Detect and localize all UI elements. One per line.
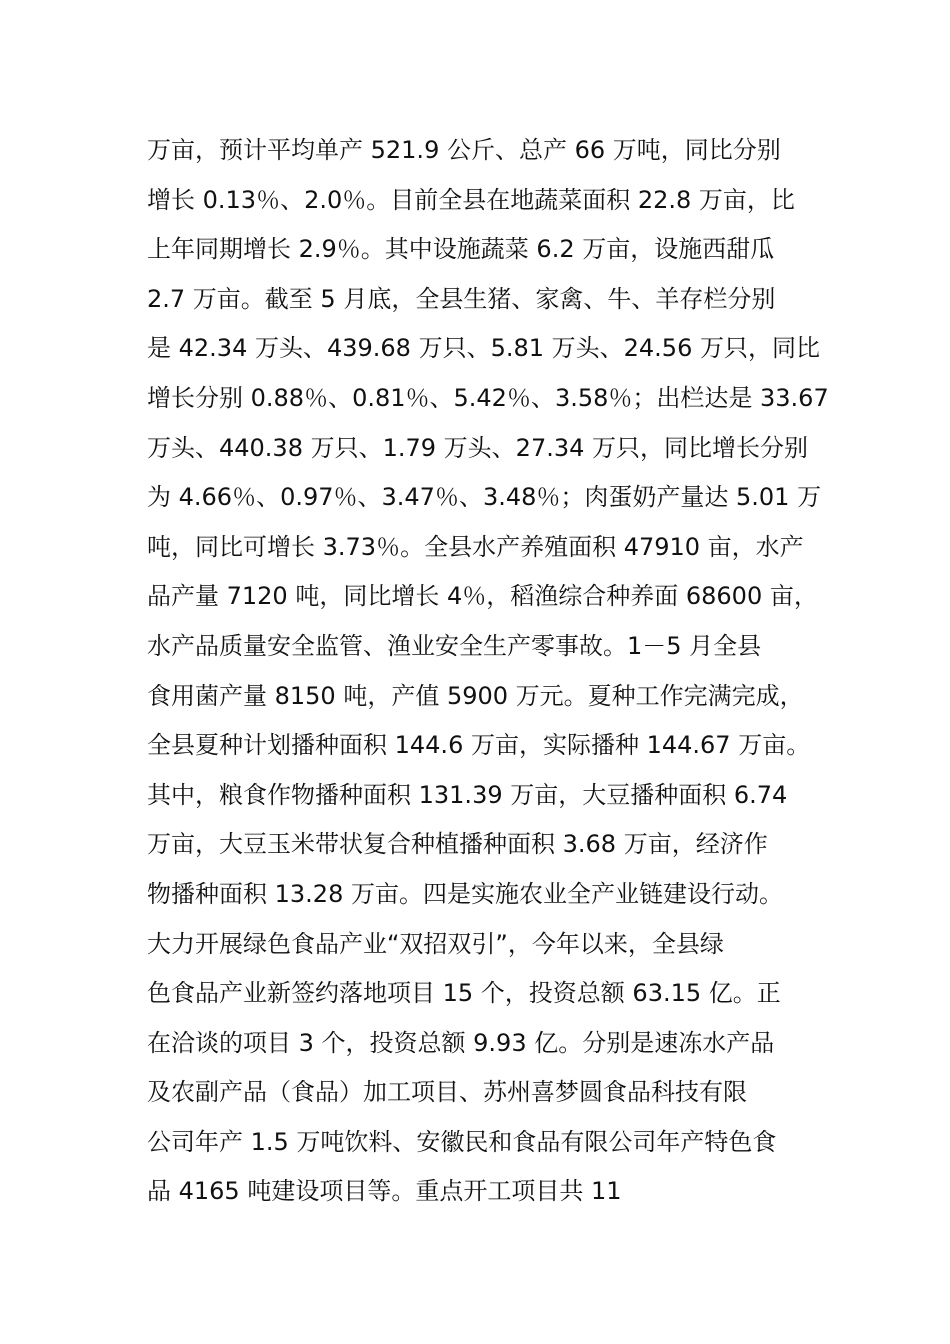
text-line: 上年同期增长 2.9％。其中设施蔬菜 6.2 万亩，设施西甜瓜 [147, 235, 775, 264]
text-line: 吨，同比可增长 3.73％。全县水产养殖面积 47910 亩，水产 [147, 532, 804, 561]
text-line: 万亩，大豆玉米带状复合种植播种面积 3.68 万亩，经济作 [147, 830, 768, 859]
text-line: 其中，粮食作物播种面积 131.39 万亩，大豆播种面积 6.74 [147, 780, 788, 809]
text-line: 万头、440.38 万只、1.79 万头、27.34 万只，同比增长分别 [147, 433, 809, 462]
text-line: 大力开展绿色食品产业“双招双引”，今年以来，全县绿 [147, 929, 724, 958]
text-line: 为 4.66％、0.97％、3.47％、3.48％；肉蛋奶产量达 5.01 万 [147, 483, 822, 512]
text-line: 物播种面积 13.28 万亩。四是实施农业全产业链建设行动。 [147, 879, 783, 908]
text-line: 品产量 7120 吨，同比增长 4％，稻渔综合种养面 68600 亩， [147, 582, 818, 611]
text-line: 全县夏种计划播种面积 144.6 万亩，实际播种 144.67 万亩。 [147, 731, 811, 760]
text-line: 万亩，预计平均单产 521.9 公斤、总产 66 万吨，同比分别 [147, 136, 781, 164]
body-paragraph [147, 126, 829, 1217]
text-line: 品 4165 吨建设项目等。重点开工项目共 11 [147, 1177, 622, 1206]
text-line: 食用菌产量 8150 吨，产值 5900 万元。夏种工作完满完成， [147, 681, 804, 710]
text-line: 2.7 万亩。截至 5 月底，全县生猪、家禽、牛、羊存栏分别 [147, 284, 776, 313]
text-line: 及农副产品（食品）加工项目、苏州喜梦圆食品科技有限 [147, 1078, 747, 1107]
text-line: 公司年产 1.5 万吨饮料、安徽民和食品有限公司年产特色食 [147, 1127, 777, 1156]
text-line: 在洽谈的项目 3 个，投资总额 9.93 亿。分别是速冻水产品 [147, 1028, 775, 1057]
text-line: 水产品质量安全监管、渔业安全生产零事故。1－5 月全县 [147, 631, 762, 660]
text-line: 是 42.34 万头、439.68 万只、5.81 万头、24.56 万只，同比 [147, 334, 820, 363]
text-line: 增长 0.13％、2.0％。目前全县在地蔬菜面积 22.8 万亩，比 [147, 185, 795, 214]
text-line: 增长分别 0.88％、0.81％、5.42％、3.58％；出栏达是 33.67 [147, 383, 829, 412]
text-line: 色食品产业新签约落地项目 15 个，投资总额 63.15 亿。正 [147, 979, 781, 1008]
